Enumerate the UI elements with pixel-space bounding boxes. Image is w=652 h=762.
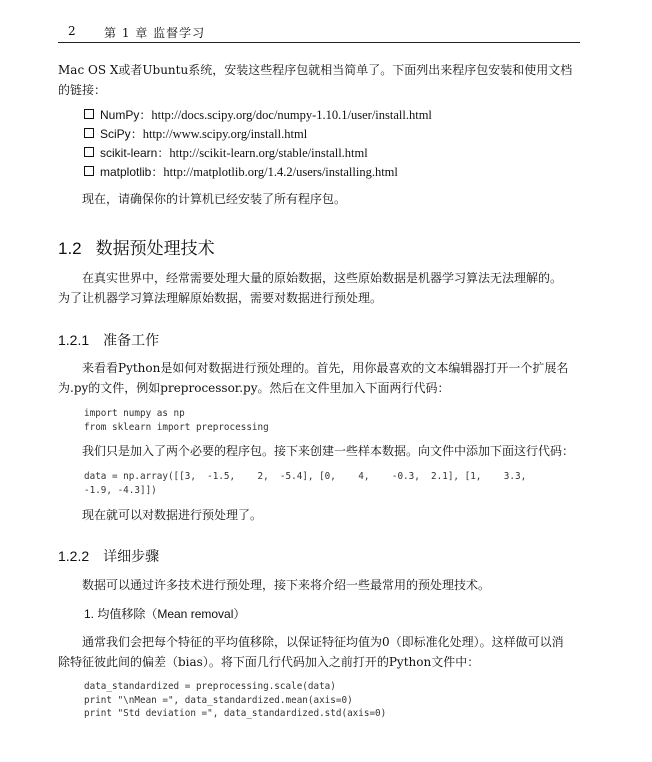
section-heading-1-2 — [58, 234, 215, 259]
install-link[interactable]: http://www.scipy.org/install.html — [142, 127, 308, 141]
checkbox-bullet-icon — [84, 147, 94, 157]
prep-paragraph — [58, 358, 588, 398]
separator: ： — [151, 165, 164, 179]
paragraph-line: 通常我们会把每个特征的平均值移除，以保证特征均值为0（即标准化处理）。这样做可以消 — [82, 635, 564, 649]
section-heading-1-2-1 — [58, 330, 159, 350]
section-number: 1.2.1 — [58, 332, 90, 348]
package-name: matplotlib — [100, 165, 152, 179]
list-item — [84, 163, 432, 182]
code-block-data: data = np.array([[3, -1.5, 2, -5.4], [0, 4, -0.3, 2.1], [1, 3.3, -1.9, -4.3]]) — [84, 471, 527, 496]
mean-removal-paragraph — [58, 632, 588, 672]
chapter-title: 第 1 章 监督学习 — [104, 26, 206, 40]
checkbox-bullet-icon — [84, 166, 94, 176]
section-number: 1.2 — [58, 239, 82, 258]
subsection-heading-mean-removal: 1. 均值移除（Mean removal） — [84, 607, 246, 621]
page-number: 2 — [68, 24, 76, 38]
steps-intro-paragraph: 数据可以通过许多技术进行预处理，接下来将介绍一些最常用的预处理技术。 — [82, 578, 491, 592]
section-1-2-paragraph — [58, 268, 588, 308]
paragraph-line: 在真实世界中，经常需要处理大量的原始数据，这些原始数据是机器学习算法无法理解的。 — [82, 271, 563, 285]
list-item — [84, 106, 432, 125]
paragraph-line: 为了让机器学习算法理解原始数据，需要对数据进行预处理。 — [58, 291, 383, 305]
separator: ： — [139, 108, 152, 122]
code-block-imports: import numpy as np from sklearn import preprocessing — [84, 408, 269, 433]
install-link[interactable]: http://matplotlib.org/1.4.2/users/installing.html — [163, 165, 398, 179]
package-name: SciPy — [100, 127, 131, 141]
ready-paragraph: 现在就可以对数据进行预处理了。 — [82, 508, 263, 522]
list-item — [84, 125, 432, 144]
section-number: 1.2.2 — [58, 548, 90, 564]
package-name: scikit-learn — [100, 146, 158, 160]
page-header — [58, 22, 580, 43]
code-block-scale: data_standardized = preprocessing.scale(data) print "\nMean =", data_standardized.mean(axis=0) print "Std deviation =", data_standardized.std(axis=0) — [84, 681, 387, 719]
section-heading-1-2-2 — [58, 546, 159, 566]
intro-line-2: 的链接： — [58, 83, 107, 97]
checkbox-bullet-icon — [84, 109, 94, 119]
section-title: 数据预处理技术 — [95, 239, 215, 258]
separator: ： — [157, 146, 170, 160]
section-title: 准备工作 — [103, 332, 160, 348]
install-links-list — [84, 106, 432, 182]
install-link[interactable]: http://docs.scipy.org/doc/numpy-1.10.1/user/install.html — [151, 108, 432, 122]
confirm-paragraph: 现在，请确保你的计算机已经安装了所有程序包。 — [82, 192, 347, 206]
section-title: 详细步骤 — [103, 548, 160, 564]
intro-paragraph — [58, 60, 588, 100]
paragraph-line: 为.py的文件，例如preprocessor.py。然后在文件里加入下面两行代码： — [58, 381, 450, 395]
list-item — [84, 144, 432, 163]
paragraph-line: 来看看Python是如何对数据进行预处理的。首先，用你最喜欢的文本编辑器打开一个扩展名 — [82, 361, 569, 375]
package-name: NumPy — [100, 108, 140, 122]
install-link[interactable]: http://scikit-learn.org/stable/install.html — [169, 146, 368, 160]
intro-line-1: Mac OS X或者Ubuntu系统，安装这些程序包就相当简单了。下面列出来程序包安装和使用文档 — [58, 63, 573, 77]
separator: ： — [130, 127, 143, 141]
checkbox-bullet-icon — [84, 128, 94, 138]
sample-data-paragraph: 我们只是加入了两个必要的程序包。接下来创建一些样本数据。向文件中添加下面这行代码： — [82, 444, 575, 458]
paragraph-line: 除特征彼此间的偏差（bias）。将下面几行代码加入之前打开的Python文件中： — [58, 655, 480, 669]
